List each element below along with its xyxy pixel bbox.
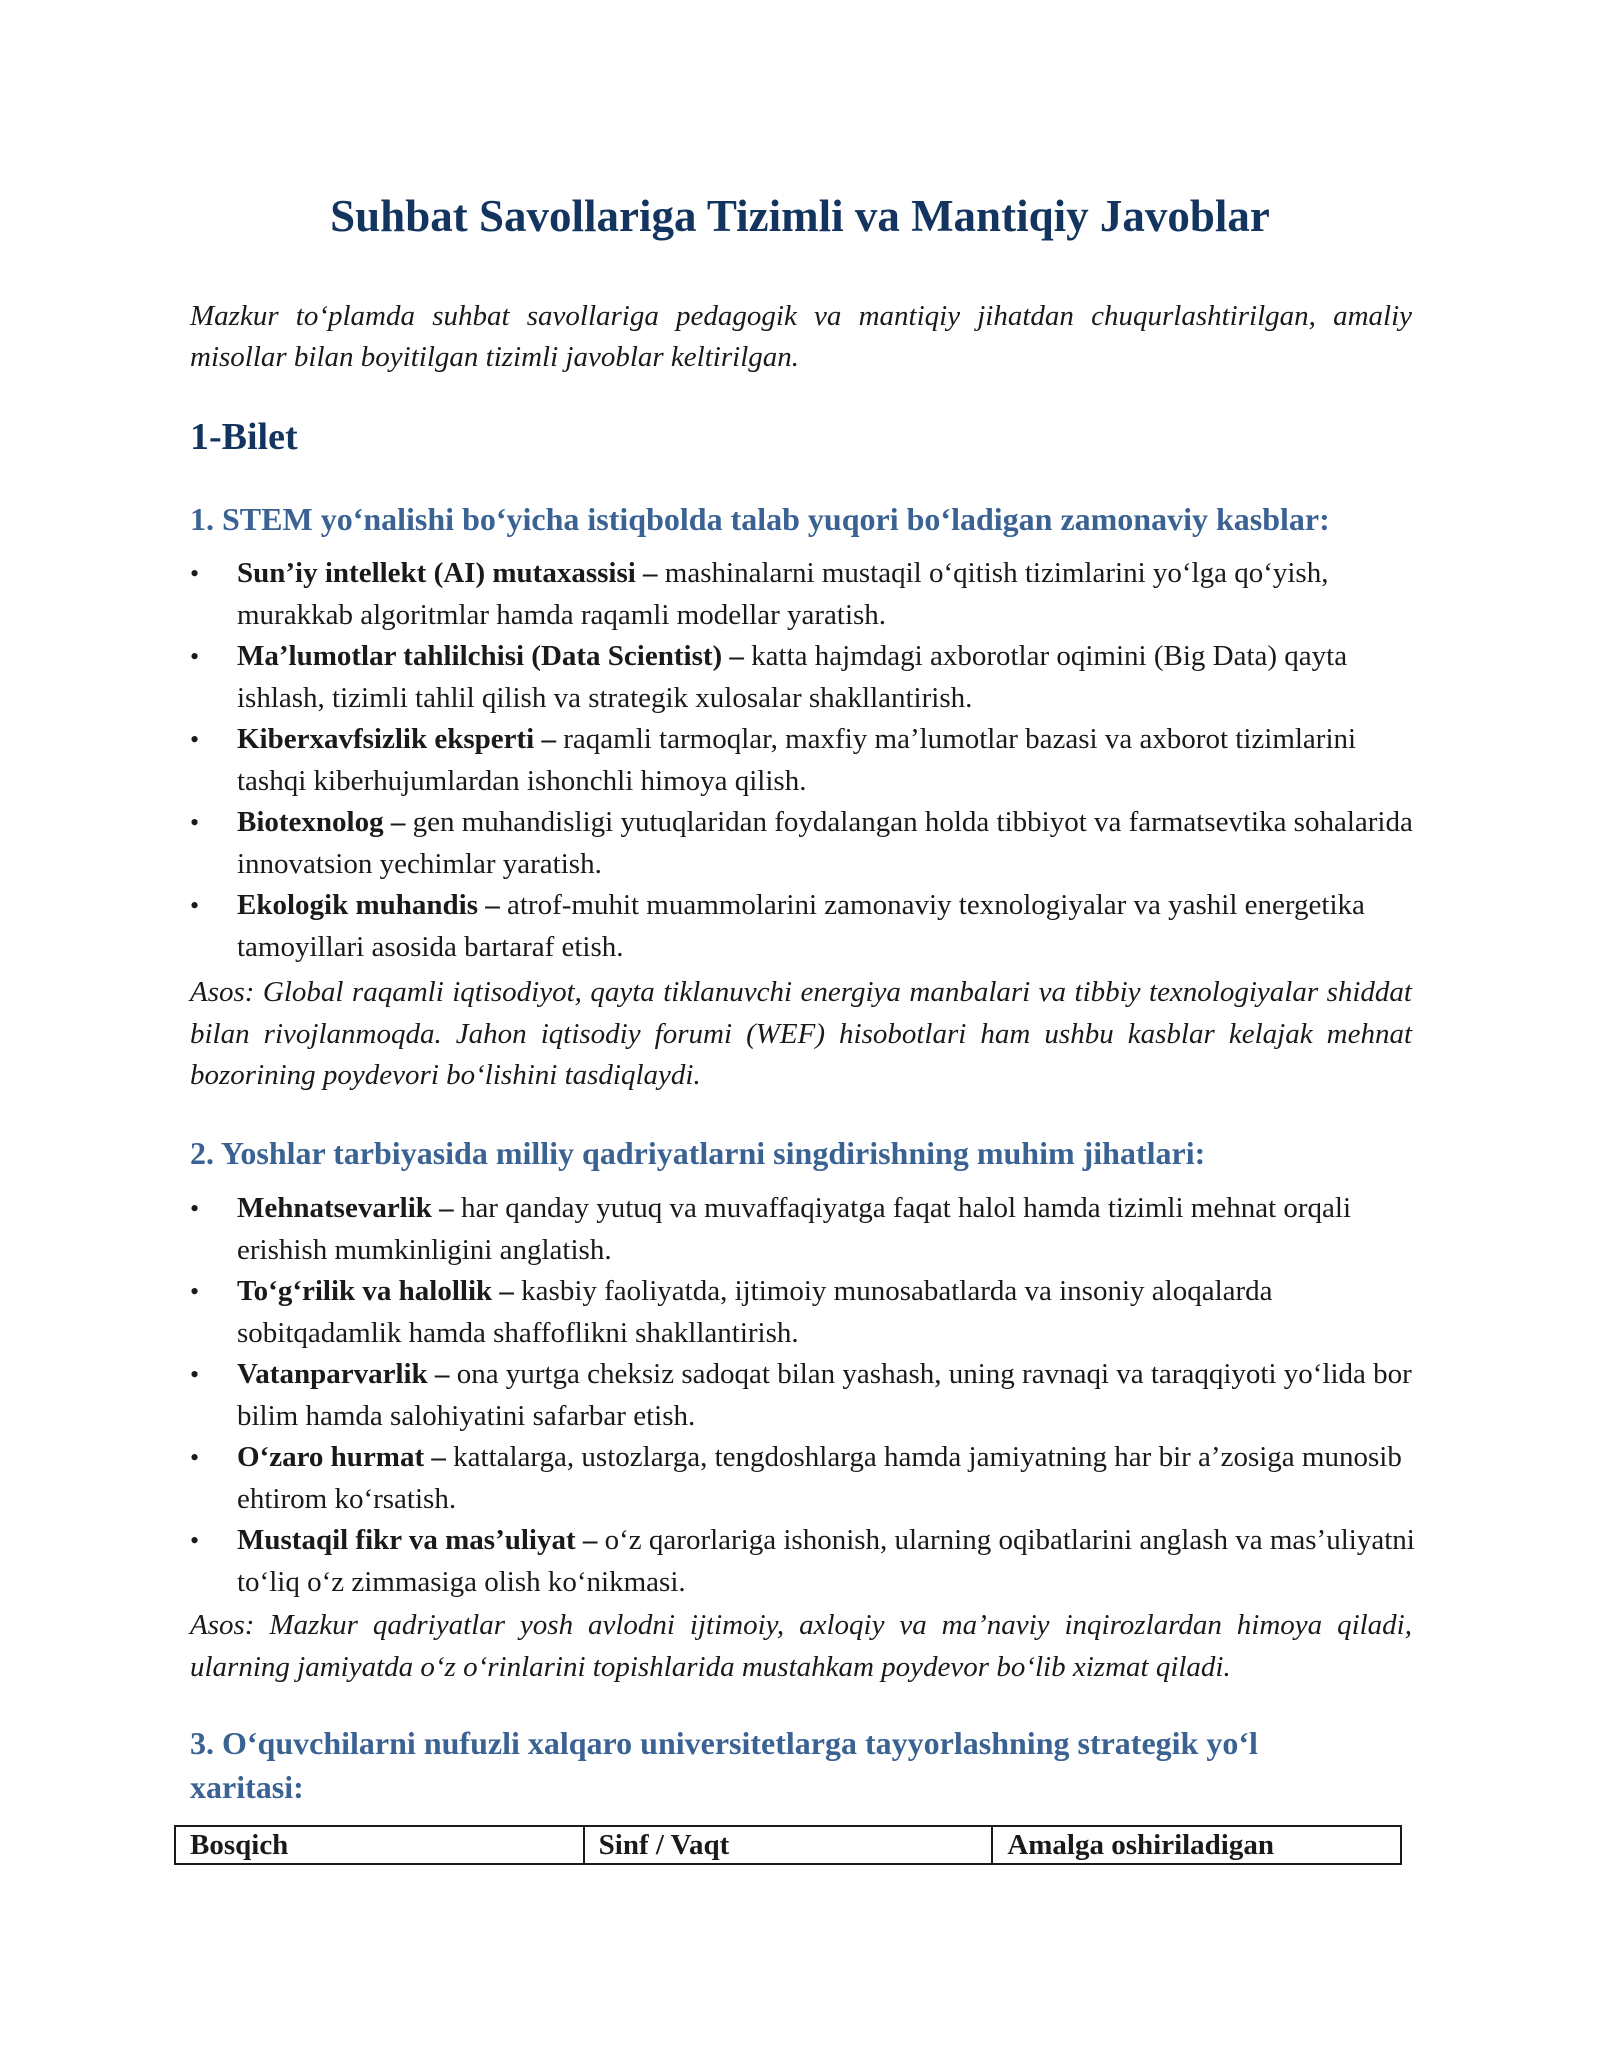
roadmap-table	[174, 1825, 1402, 1865]
item-term: O‘zaro hurmat –	[237, 1441, 446, 1473]
item-text: ona yurtga cheksiz sadoqat bilan yashash, uning ravnaqi va taraqqiyoti yo‘lida bor bilim hamda salohiyatini safarbar etish.	[237, 1358, 1412, 1432]
section-2-basis: Asos: Mazkur qadriyatlar yosh avlodni ijtimoiy, axloqiy va ma’naviy inqirozlardan himoya qiladi, ularning jamiyatda o‘z o‘rinlarini topishlarida mustahkam poydevor bo‘lib xizmat qiladi.	[190, 1609, 1412, 1683]
bullet-icon: •	[190, 725, 200, 754]
table-header-stage: Bosqich	[175, 1826, 584, 1864]
bullet-icon: •	[190, 891, 200, 920]
item-term: To‘g‘rilik va halollik –	[237, 1275, 514, 1307]
item-term: Ekologik muhandis –	[237, 889, 500, 921]
bilet-heading: 1-Bilet	[190, 416, 298, 458]
table-header-grade-time: Sinf / Vaqt	[584, 1826, 993, 1864]
item-text: kattalarga, ustozlarga, tengdoshlarga hamda jamiyatning har bir a’zosiga munosib ehtirom ko‘rsatish.	[237, 1441, 1402, 1515]
section-3-heading: 3. O‘quvchilarni nufuzli xalqaro universitetlarga tayyorlashning strategik yo‘l xaritasi:	[190, 1725, 1258, 1805]
item-term: Sun’iy intellekt (AI) mutaxassisi –	[237, 557, 658, 589]
section-1-heading: 1. STEM yo‘nalishi bo‘yicha istiqbolda talab yuqori bo‘ladigan zamonaviy kasblar:	[190, 501, 1330, 537]
item-term: Mehnatsevarlik –	[237, 1192, 454, 1224]
list-item	[190, 553, 1420, 636]
list-item	[190, 719, 1420, 802]
item-text: o‘z qarorlariga ishonish, ularning oqibatlarini anglash va mas’uliyatni to‘liq o‘z zimmasiga olish ko‘nikmasi.	[237, 1524, 1415, 1598]
bullet-icon: •	[190, 1194, 200, 1223]
item-term: Kiberxavfsizlik eksperti –	[237, 723, 556, 755]
list-item	[190, 1271, 1420, 1354]
item-text: kasbiy faoliyatda, ijtimoiy munosabatlarda va insoniy aloqalarda sobitqadamlik hamda shaffoflikni shakllantirish.	[237, 1275, 1273, 1349]
list-item	[190, 1354, 1420, 1437]
item-term: Ma’lumotlar tahlilchisi (Data Scientist) –	[237, 640, 744, 672]
list-item	[190, 885, 1420, 968]
list-item	[190, 636, 1420, 719]
intro-paragraph: Mazkur to‘plamda suhbat savollariga pedagogik va mantiqiy jihatdan chuqurlashtirilgan, amaliy misollar bilan boyitilgan tizimli javoblar keltirilgan.	[190, 300, 1412, 373]
list-item	[190, 1437, 1420, 1520]
list-item	[190, 802, 1420, 885]
bullet-icon: •	[190, 559, 200, 588]
list-item	[190, 1520, 1420, 1603]
bullet-icon: •	[190, 808, 200, 837]
item-term: Mustaqil fikr va mas’uliyat –	[237, 1524, 598, 1556]
bullet-icon: •	[190, 1443, 200, 1472]
list-item	[190, 1188, 1420, 1271]
bullet-icon: •	[190, 642, 200, 671]
section-1-basis: Asos: Global raqamli iqtisodiyot, qayta tiklanuvchi energiya manbalari va tibbiy texnologiyalar shiddat bilan rivojlanmoqda. Jahon iqtisodiy forumi (WEF) hisobotlari ham ushbu kasblar kelajak mehnat bozorining poydevori bo‘lishini tasdiqlaydi.	[190, 976, 1412, 1091]
section-2-list	[190, 1188, 1420, 1603]
item-term: Biotexnolog –	[237, 806, 406, 838]
table-header-actions: Amalga oshiriladigan	[992, 1826, 1401, 1864]
item-term: Vatanparvarlik –	[237, 1358, 450, 1390]
page-title: Suhbat Savollariga Tizimli va Mantiqiy Javoblar	[330, 191, 1270, 241]
item-text: atrof-muhit muammolarini zamonaviy texnologiyalar va yashil energetika tamoyillari asosida bartaraf etish.	[237, 889, 1365, 963]
bullet-icon: •	[190, 1526, 200, 1555]
section-1-list	[190, 553, 1420, 968]
item-text: raqamli tarmoqlar, maxfiy ma’lumotlar bazasi va axborot tizimlarini tashqi kiberhujumlardan ishonchli himoya qilish.	[237, 723, 1357, 797]
item-text: har qanday yutuq va muvaffaqiyatga faqat halol hamda tizimli mehnat orqali erishish mumkinligini anglatish.	[237, 1192, 1352, 1266]
bullet-icon: •	[190, 1277, 200, 1306]
bullet-icon: •	[190, 1360, 200, 1389]
item-text: gen muhandisligi yutuqlaridan foydalangan holda tibbiyot va farmatsevtika sohalarida innovatsion yechimlar yaratish.	[237, 806, 1413, 880]
section-2-heading: 2. Yoshlar tarbiyasida milliy qadriyatlarni singdirishning muhim jihatlari:	[190, 1135, 1206, 1171]
item-text: mashinalarni mustaqil o‘qitish tizimlarini yo‘lga qo‘yish, murakkab algoritmlar hamda raqamli modellar yaratish.	[237, 557, 1329, 631]
item-text: katta hajmdagi axborotlar oqimini (Big Data) qayta ishlash, tizimli tahlil qilish va strategik xulosalar shakllantirish.	[237, 640, 1348, 714]
table-header-row	[175, 1826, 1401, 1864]
